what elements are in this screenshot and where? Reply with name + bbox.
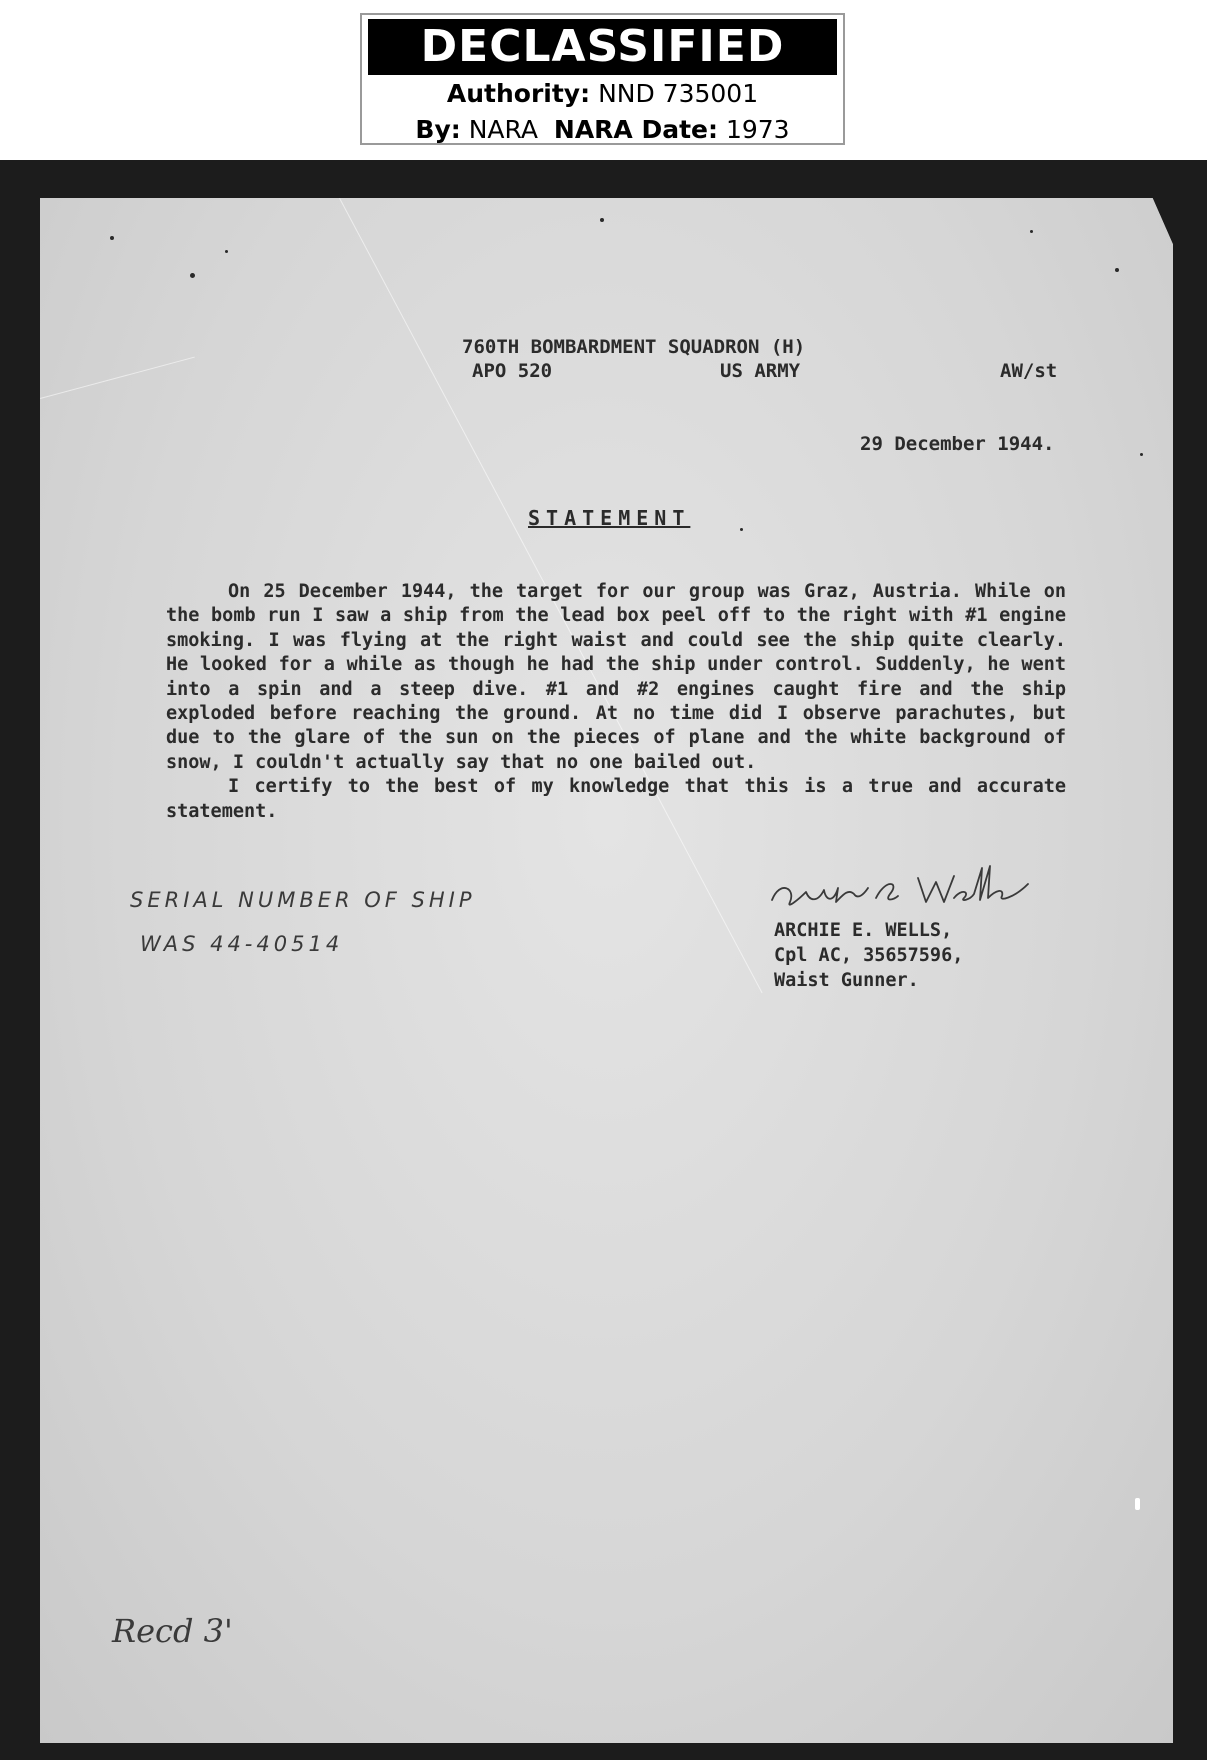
army-label: US ARMY <box>720 360 801 382</box>
scanned-image-frame <box>0 160 1207 1760</box>
signature-block <box>774 918 963 993</box>
scan-speck <box>110 236 114 240</box>
stamp-date-label: NARA Date: <box>553 115 718 144</box>
signer-rank: Cpl AC, 35657596, <box>774 945 964 966</box>
paper-sheet <box>40 198 1173 1743</box>
handwritten-serial-note-line1: SERIAL NUMBER OF SHIP <box>130 888 476 912</box>
handwritten-serial-note-line2: WAS 44-40514 <box>140 932 344 956</box>
stamp-authority-value: NND 735001 <box>598 79 759 108</box>
handwritten-margin-note: Recd 3' <box>112 1612 233 1650</box>
statement-paragraph: On 25 December 1944, the target for our group was Graz, Austria. While on the bomb run I saw a ship from the lead box peel off to the right with #1 engine smoking. I was flying at the right waist and could see the ship quite clearly. He looked for a while as though he had the ship under control. Suddenly, he went into a spin and a steep dive. #1 and #2 engines caught fire and the ship exploded before reaching the ground. At no time did I observe parachutes, but due to the glare of the sun on the pieces of plane and the white background of snow, I couldn't actually say that no one bailed out. <box>166 581 1066 773</box>
statement-body <box>166 580 1066 824</box>
stamp-by-line <box>362 115 843 144</box>
unit-heading: 760TH BOMBARDMENT SQUADRON (H) <box>462 336 806 358</box>
stamp-by-value: NARA <box>468 115 538 144</box>
scan-speck <box>190 273 195 278</box>
document-title: STATEMENT <box>528 506 691 530</box>
scan-speck <box>600 218 604 222</box>
stamp-by-label: By: <box>415 115 461 144</box>
stamp-authority-label: Authority: <box>446 79 591 108</box>
scan-speck <box>1030 230 1033 233</box>
signer-name: ARCHIE E. WELLS, <box>774 920 953 941</box>
signer-position: Waist Gunner. <box>774 970 919 991</box>
stamp-date-value: 1973 <box>725 115 790 144</box>
scan-speck <box>1135 1498 1140 1510</box>
stamp-banner: DECLASSIFIED <box>368 19 837 75</box>
scan-scratch <box>40 357 195 399</box>
scan-speck <box>1140 453 1143 456</box>
signature-scribble <box>766 858 1046 920</box>
document-date: 29 December 1944. <box>860 433 1055 455</box>
scan-speck <box>225 250 228 253</box>
scan-speck <box>740 528 743 531</box>
typist-initials: AW/st <box>1000 360 1058 382</box>
declassified-stamp <box>360 13 845 145</box>
stamp-authority-line <box>362 79 843 108</box>
certification-paragraph: I certify to the best of my knowledge that this is a true and accurate statement. <box>166 776 1066 822</box>
scan-speck <box>1115 268 1119 272</box>
apo-number: APO 520 <box>472 360 553 382</box>
